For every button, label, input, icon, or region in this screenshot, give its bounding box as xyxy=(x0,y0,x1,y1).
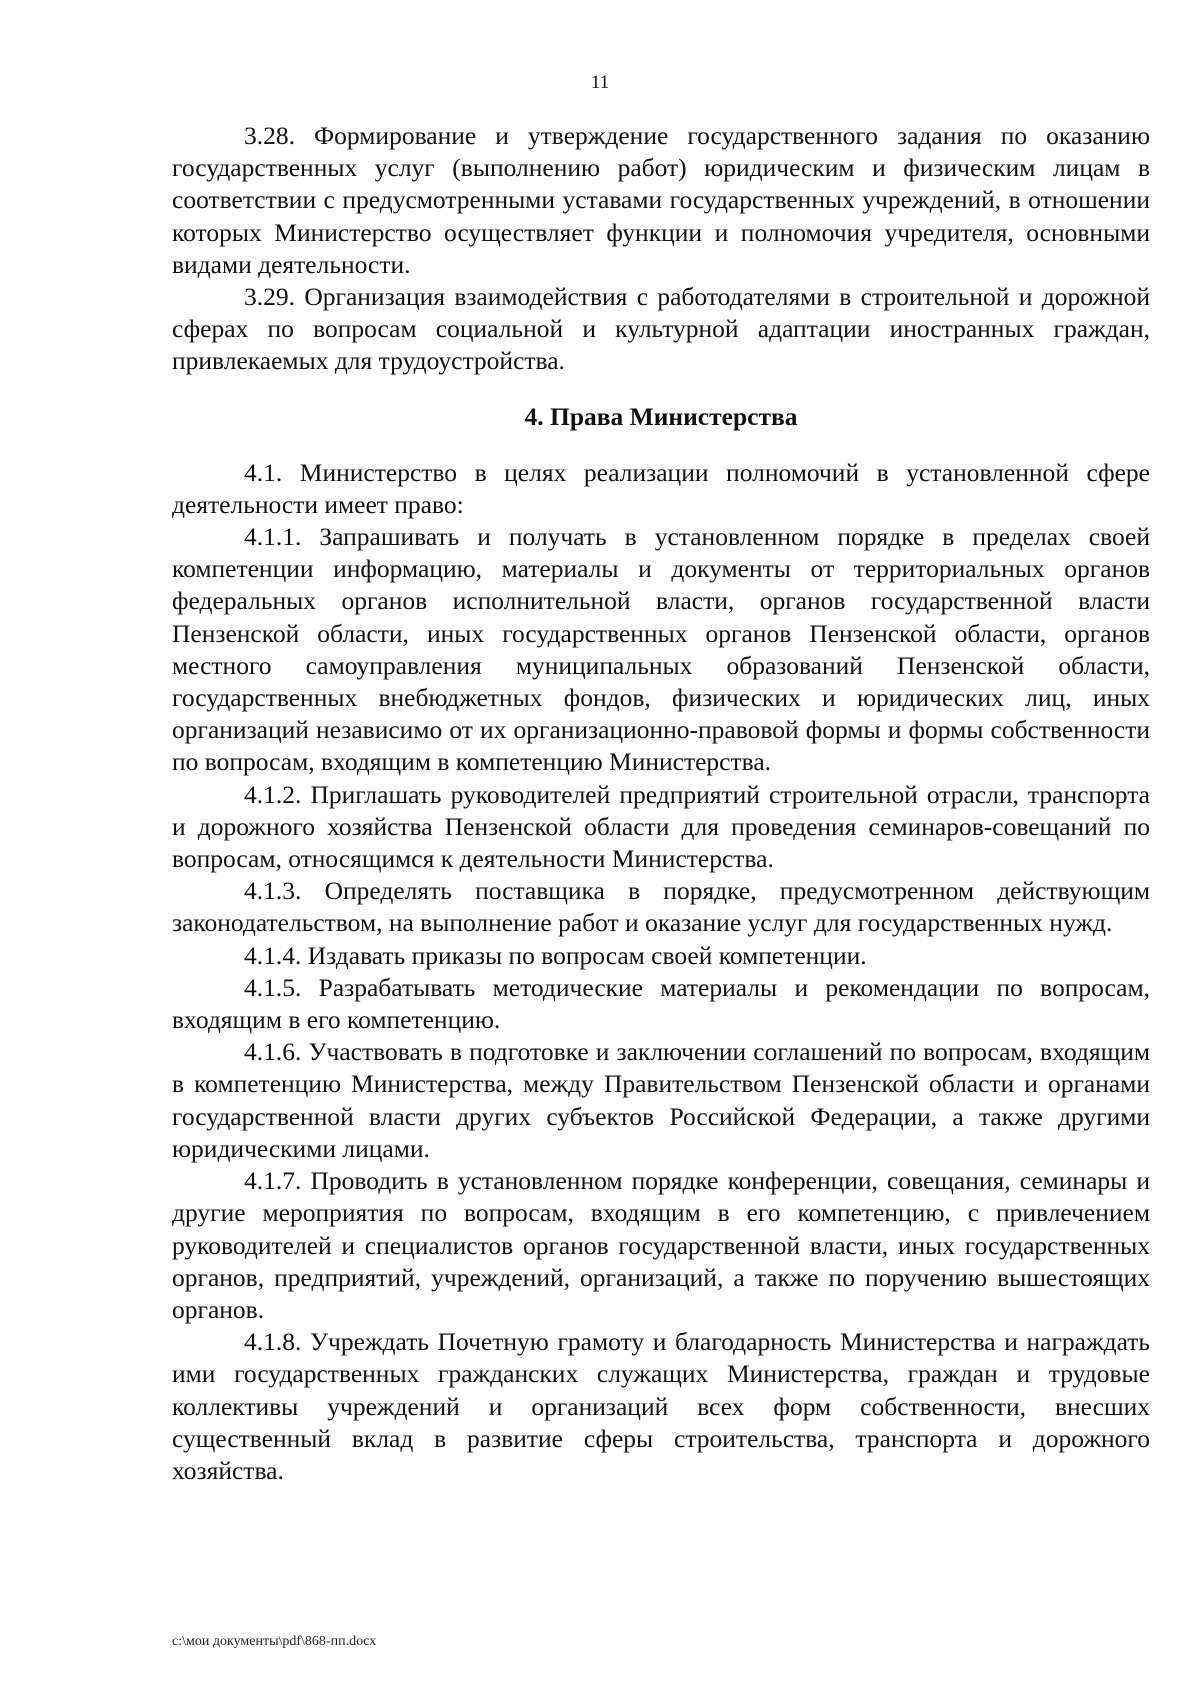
paragraph-4-1-5: 4.1.5. Разрабатывать методические материалы и рекомендации по вопросам, входящим в его компетенцию. xyxy=(172,972,1150,1035)
paragraph-3-29: 3.29. Организация взаимодействия с работодателями в строительной и дорожной сферах по вопросам социальной и культурной адаптации иностранных граждан, привлекаемых для трудоустройства. xyxy=(172,282,1150,376)
paragraph-4-1-2: 4.1.2. Приглашать руководителей предприятий строительной отрасли, транспорта и дорожного хозяйства Пензенской области для проведения семинаров-совещаний по вопросам, относящимся к деятельности Министерства. xyxy=(172,779,1150,874)
footer-file-path: c:\мои документы\pdf\868-пп.docx xyxy=(172,1634,377,1649)
paragraph-3-28: 3.28. Формирование и утверждение государственного задания по оказанию государственных услуг (выполнению работ) юридическим и физическим лицам в соответствии с предусмотренными уставами государственных учреждений, в отношении которых Министерство осуществляет функции и полномочия учредителя, основными видами деятельности. xyxy=(172,121,1150,279)
paragraph-4-1-3: 4.1.3. Определять поставщика в порядке, предусмотренном действующим законодательством, на выполнение работ и оказание услуг для государственных нужд. xyxy=(172,876,1150,938)
section-heading: 4. Права Министерства xyxy=(524,401,798,431)
paragraph-4-1-4: 4.1.4. Издавать приказы по вопросам своей компетенции. xyxy=(244,940,867,970)
document-body xyxy=(172,120,1150,1487)
page-number: 11 xyxy=(590,72,610,93)
paragraph-4-1-6: 4.1.6. Участвовать в подготовке и заключении соглашений по вопросам, входящим в компетенцию Министерства, между Правительством Пензенской области и органами государственной власти других субъектов Российской Федерации, а также другими юридическими лицами. xyxy=(172,1037,1150,1163)
paragraph-4-1: 4.1. Министерство в целях реализации полномочий в установленной сфере деятельности имеет право: xyxy=(172,457,1150,519)
paragraph-4-1-8: 4.1.8. Учреждать Почетную грамоту и благодарность Министерства и награждать ими государственных гражданских служащих Министерства, граждан и трудовые коллективы учреждений и организаций всех форм собственности, внесших существенный вклад в развитие сферы строительства, транспорта и дорожного хозяйства. xyxy=(172,1327,1150,1485)
paragraph-4-1-1: 4.1.1. Запрашивать и получать в установленном порядке в пределах своей компетенции информацию, материалы и документы от территориальных органов федеральных органов исполнительной власти, органов государственной власти Пензенской области, иных государственных органов Пензенской области, органов местного самоуправления муниципальных образований Пензенской области, государственных внебюджетных фондов, физических и юридических лиц, иных организаций независимо от их организационно-правовой формы и формы собственности по вопросам, входящим в компетенцию Министерства. xyxy=(172,522,1150,777)
paragraph-4-1-7: 4.1.7. Проводить в установленном порядке конференции, совещания, семинары и другие мероприятия по вопросам, входящим в его компетенцию, с привлечением руководителей и специалистов органов государственной власти, иных государственных органов, предприятий, учреждений, организаций, а также по поручению вышестоящих органов. xyxy=(172,1166,1150,1324)
